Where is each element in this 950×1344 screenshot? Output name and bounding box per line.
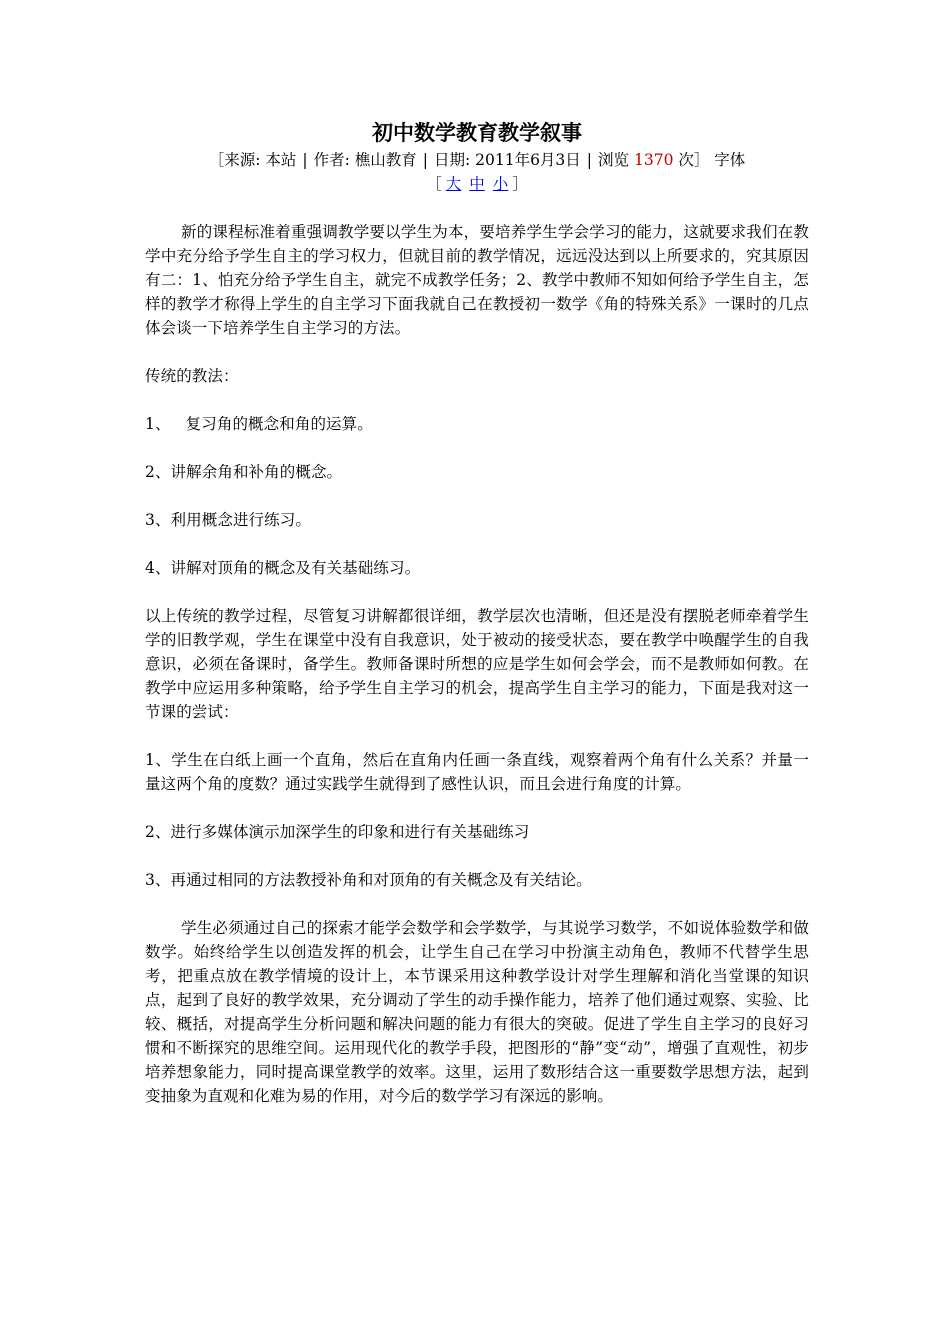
list-item: 2、讲解余角和补角的概念。 (145, 463, 343, 481)
list-item: 3、利用概念进行练习。 (145, 511, 311, 529)
font-large-link[interactable]: 大 (445, 175, 462, 193)
font-size-selector (145, 172, 809, 196)
font-bracket-open: ［ (426, 175, 442, 193)
meta-author: 作者: 樵山教育 (313, 151, 417, 169)
list-item: 1、学生在白纸上画一个直角，然后在直角内任画一条直线，观察着两个角有什么关系？并量一量这两个角的度数？通过实践学生就得到了感性认识，而且会进行角度的计算。 (145, 751, 809, 793)
meta-divider: | (586, 151, 593, 169)
meta-views-suffix: 次］ 字体 (678, 151, 746, 169)
article-meta (145, 148, 809, 172)
meta-divider: | (302, 151, 308, 169)
article-title: 初中数学教育教学叙事 (372, 120, 582, 145)
meta-divider: | (422, 151, 428, 169)
meta-views-count: 1370 (633, 151, 674, 169)
article (145, 118, 809, 1108)
font-small-link[interactable]: 小 (492, 175, 509, 193)
list-item: 3、再通过相同的方法教授补角和对顶角的有关概念及有关结论。 (145, 871, 592, 889)
font-medium-link[interactable]: 中 (469, 175, 485, 193)
paragraph-analysis: 以上传统的教学过程，尽管复习讲解都很详细，教学层次也清晰，但还是没有摆脱老师牵着学生学的旧教学观，学生在课堂中没有自我意识，处于被动的接受状态，要在教学中唤醒学生的自我意识，必须在备课时，备学生。教师备课时所想的应是学生如何会学会，而不是教师如何教。在教学中应运用多种策略，给予学生自主学习的机会，提高学生自主学习的能力，下面是我对这一节课的尝试： (145, 607, 809, 721)
list-item: 4、讲解对顶角的概念及有关基础练习。 (145, 559, 421, 577)
paragraph-intro: 新的课程标准着重强调教学要以学生为本，要培养学生学会学习的能力，这就要求我们在教学中充分给予学生自主的学习权力，但就目前的教学情况，远远没达到以上所要求的，究其原因有二：1、怕充分给予学生自主，就完不成教学任务；2、教学中教师不知如何给予学生自主，怎样的教学才称得上学生的自主学习下面我就自己在教授初一数学《角的特殊关系》一课时的几点体会谈一下培养学生自主学习的方法。 (145, 223, 809, 337)
meta-date: 日期: 2011年6月3日 (433, 151, 581, 169)
font-bracket-close: ］ (512, 175, 528, 193)
meta-views-prefix: 浏览 (598, 151, 630, 169)
list-item: 1、 复习角的概念和角的运算。 (145, 415, 373, 433)
meta-source: ［来源: 本站 (208, 151, 297, 169)
paragraph-heading-traditional: 传统的教法： (145, 367, 239, 385)
paragraph-conclusion: 学生必须通过自己的探索才能学会数学和会学数学，与其说学习数学，不如说体验数学和做数学。始终给学生以创造发挥的机会，让学生自己在学习中扮演主动角色，教师不代替学生思考，把重点放在教学情境的设计上，本节课采用这种教学设计对学生理解和消化当堂课的知识点，起到了良好的教学效果，充分调动了学生的动手操作能力，培养了他们通过观察、实验、比较、概括，对提高学生分析问题和解决问题的能力有很大的突破。促进了学生自主学习的良好习惯和不断探究的思维空间。运用现代化的教学手段，把图形的“静”变“动”，增强了直观性，初步培养想象能力，同时提高课堂教学的效率。这里，运用了数形结合这一重要数学思想方法，起到变抽象为直观和化难为易的作用，对今后的数学学习有深远的影响。 (145, 919, 809, 1105)
list-item: 2、进行多媒体演示加深学生的印象和进行有关基础练习 (145, 823, 530, 841)
